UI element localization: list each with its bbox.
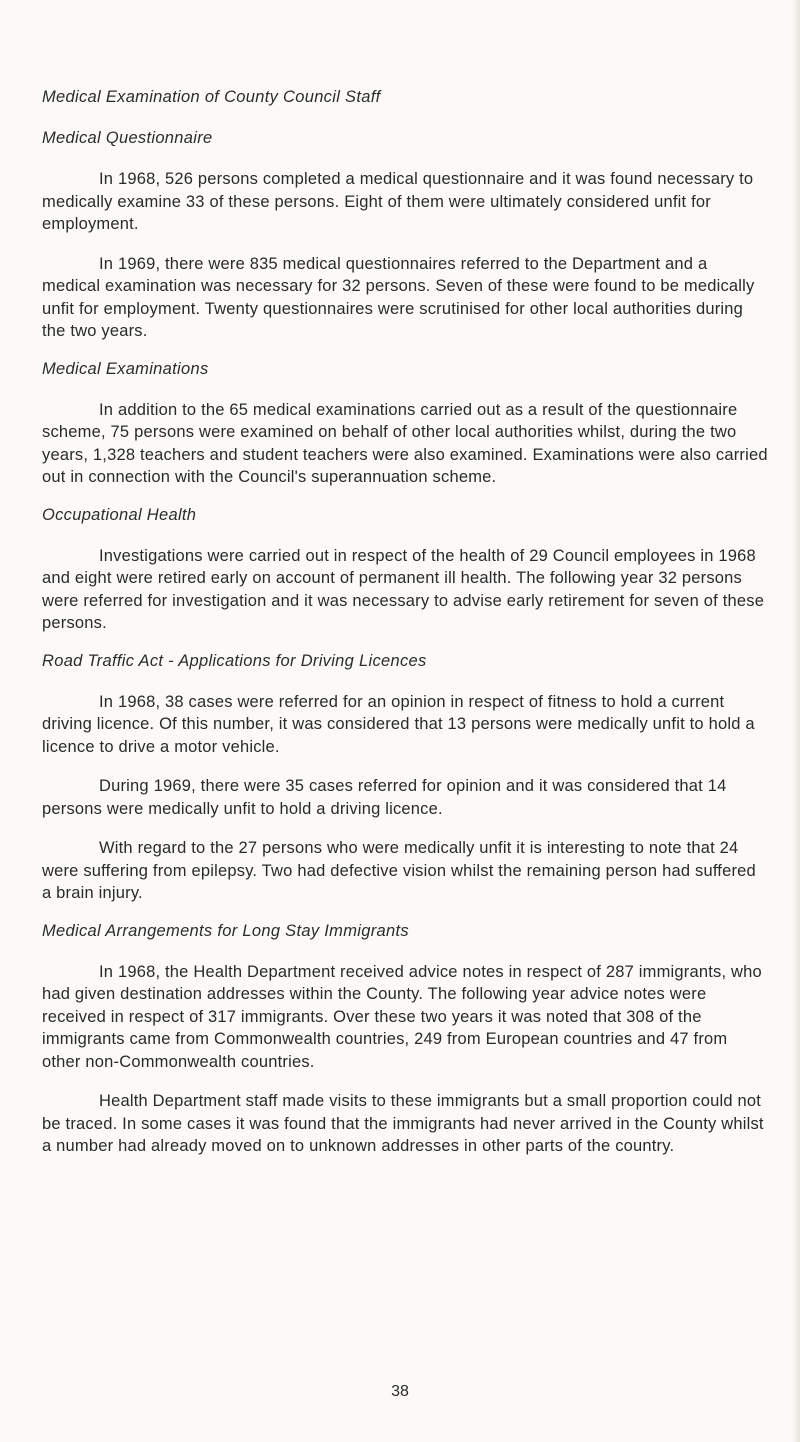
paragraph: In 1969, there were 835 medical questionnaires referred to the Department and a medical examination was necessary for 32 persons. Seven of these were found to be medically unfit for employment. Twenty questionnaires were scrutinised for other local authorities during the two years. <box>42 254 755 340</box>
section-heading: Medical Examinations <box>42 359 209 378</box>
page-edge-shadow <box>792 0 800 1442</box>
paragraph: In 1968, 38 cases were referred for an opinion in respect of fitness to hold a current driving licence. Of this number, it was considered that 13 persons were medically unfit to hold a licence to drive a motor vehicle. <box>42 692 755 756</box>
paragraph: During 1969, there were 35 cases referred for opinion and it was considered that 14 persons were medically unfit to hold a driving licence. <box>42 777 727 818</box>
paragraph: Investigations were carried out in respect of the health of 29 Council employees in 1968 and eight were retired early on account of permanent ill health. The following year 32 persons were referred for investigation and it was necessary to advise early retirement for seven of these persons. <box>42 546 765 632</box>
paragraph: With regard to the 27 persons who were medically unfit it is interesting to note that 24 were suffering from epilepsy. Two had defective vision whilst the remaining person had suffered a brain injury. <box>42 839 756 902</box>
document-page <box>42 88 770 1175</box>
paragraph: Health Department staff made visits to these immigrants but a small proportion could not be traced. In some cases it was found that the immigrants had never arrived in the County whilst a number had already moved on to unknown addresses in other parts of the country. <box>42 1092 764 1155</box>
section-heading: Road Traffic Act - Applications for Driving Licences <box>42 651 427 670</box>
page-number: 38 <box>391 1383 409 1400</box>
page-title: Medical Examination of County Council Staff <box>42 88 381 106</box>
paragraph: In 1968, 526 persons completed a medical questionnaire and it was found necessary to medically examine 33 of these persons. Eight of them were ultimately considered unfit for employment. <box>42 170 754 233</box>
section-heading: Medical Arrangements for Long Stay Immigrants <box>42 921 409 940</box>
paragraph: In 1968, the Health Department received advice notes in respect of 287 immigrants, who had given destination addresses within the County. The following year advice notes were received in respect of 317 immigrants. Over these two years it was noted that 308 of the immigrants came from Commonwealth countries, 249 from European countries and 47 from other non-Commonwealth countries. <box>42 962 762 1071</box>
section-medical-examinations <box>42 360 770 489</box>
section-road-traffic-act <box>42 652 770 905</box>
section-heading: Medical Questionnaire <box>42 129 213 147</box>
section-occupational-health <box>42 506 770 635</box>
section-heading: Occupational Health <box>42 505 197 524</box>
section-medical-questionnaire <box>42 129 770 343</box>
paragraph: In addition to the 65 medical examinations carried out as a result of the questionnaire scheme, 75 persons were examined on behalf of other local authorities whilst, during the two years, 1,328 teachers and student teachers were also examined. Examinations were also carried out in connection with the Council's superannuation scheme. <box>42 400 768 486</box>
section-long-stay-immigrants <box>42 922 770 1158</box>
